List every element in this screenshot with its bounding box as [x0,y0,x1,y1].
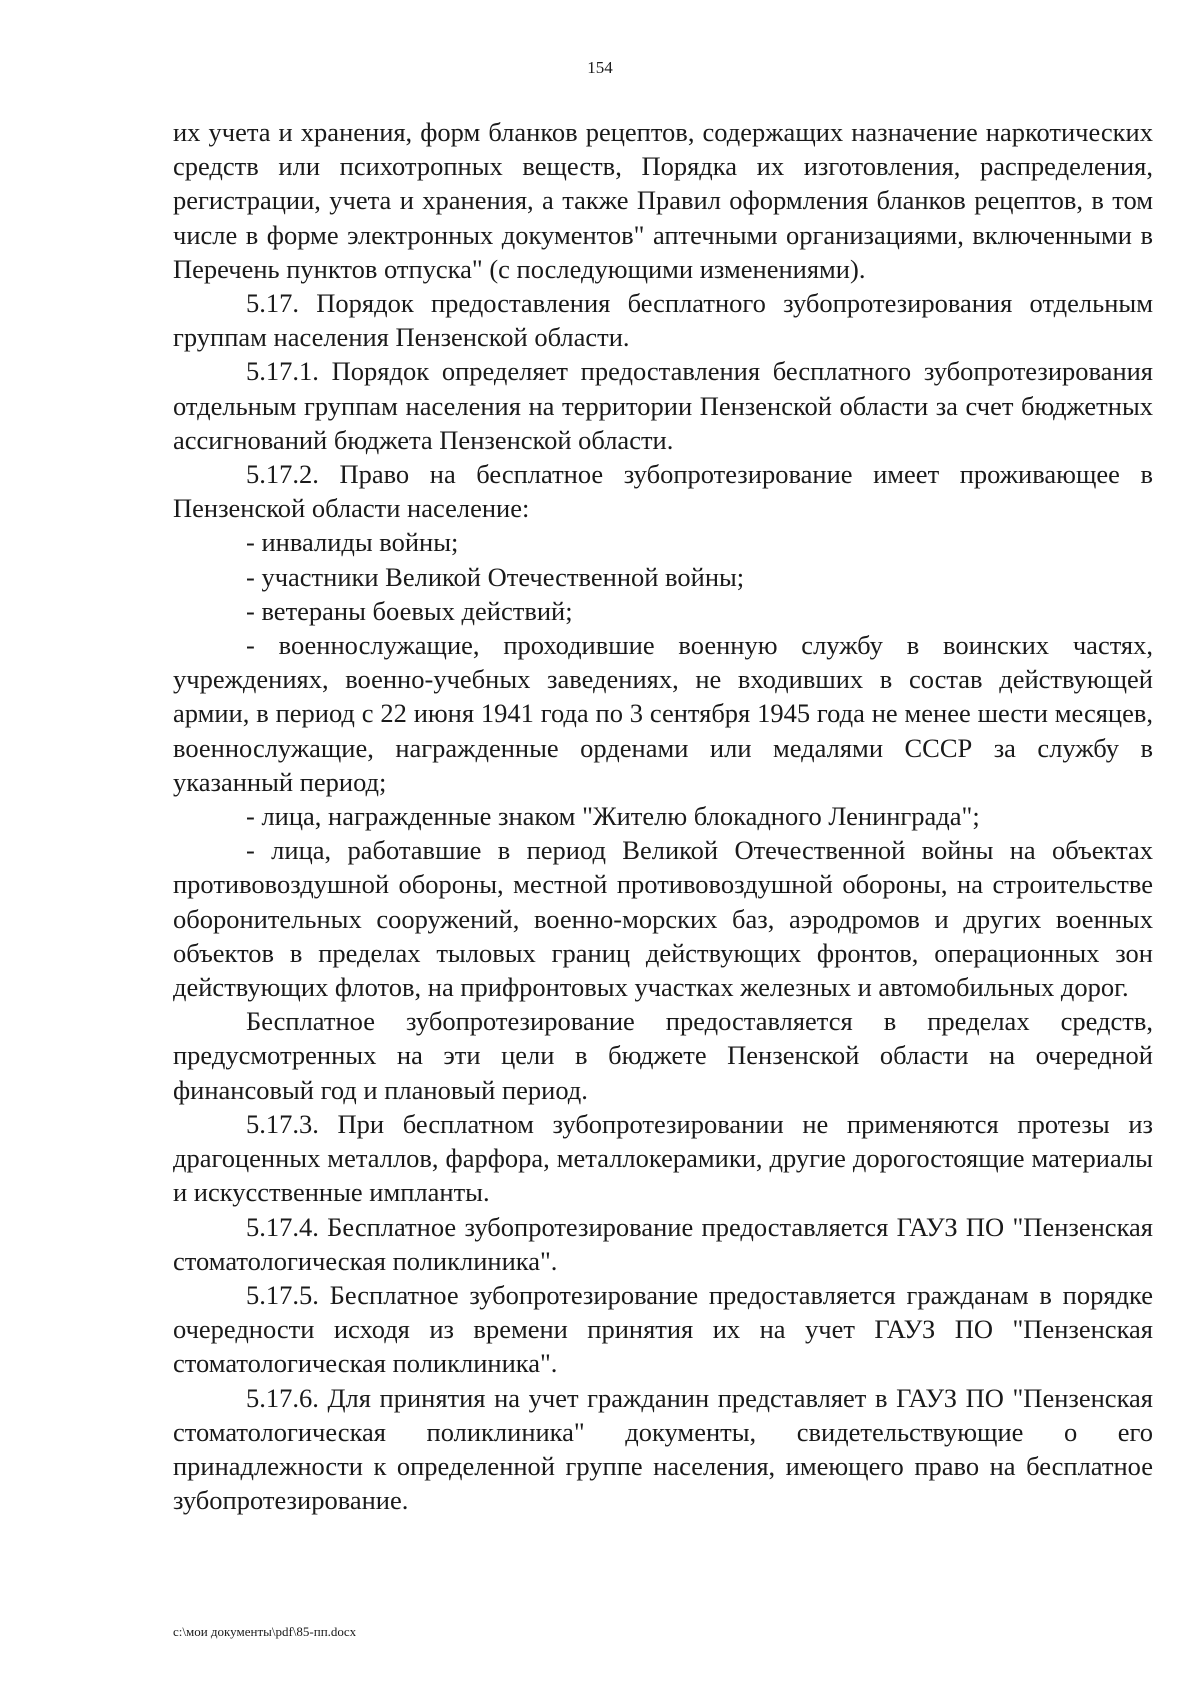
document-body [173,115,1153,1517]
paragraph-5-17-3: 5.17.3. При бесплатном зубопротезировании не применяются протезы из драгоценных металлов, фарфора, металлокерамики, другие дорогостоящие материалы и искусственные импланты. [173,1108,1153,1208]
paragraph: их учета и хранения, форм бланков рецептов, содержащих назначение наркотических средств или психотропных веществ, Порядка их изготовления, распределения, регистрации, учета и хранения, а также Правил оформления бланков рецептов, в том числе в форме электронных документов" аптечными организациями, включенными в Перечень пунктов отпуска" (с последующими изменениями). [173,117,1153,284]
page-number: 154 [587,58,613,77]
paragraph-5-17-5: 5.17.5. Бесплатное зубопротезирование предоставляется гражданам в порядке очередности исходя из времени принятия их на учет ГАУЗ ПО "Пензенская стоматологическая поликлиника". [173,1279,1153,1379]
list-item: - военнослужащие, проходившие военную службу в воинских частях, учреждениях, военно-учебных заведениях, не входивших в состав действующей армии, в период с 22 июня 1941 года по 3 сентября 1945 года не менее шести месяцев, военнослужащие, награжденные орденами или медалями СССР за службу в указанный период; [173,630,1153,797]
list-item: - лица, награжденные знаком "Жителю блокадного Ленинграда"; [246,801,980,832]
list-item: - инвалиды войны; [246,527,459,558]
paragraph: Бесплатное зубопротезирование предоставляется в пределах средств, предусмотренных на эти цели в бюджете Пензенской области на очередной финансовый год и плановый период. [173,1006,1153,1105]
section-heading-5-17: 5.17. Порядок предоставления бесплатного зубопротезирования отдельным группам населения Пензенской области. [173,288,1153,353]
list-item: - лица, работавшие в период Великой Отечественной войны на объектах противовоздушной обороны, местной противовоздушной обороны, на строительстве оборонительных сооружений, военно-морских баз, аэродромов и других военных объектов в пределах тыловых границ действующих фронтов, операционных зон действующих флотов, на прифронтовых участках железных и автомобильных дорог. [173,835,1153,1003]
paragraph-5-17-1: 5.17.1. Порядок определяет предоставления бесплатного зубопротезирования отдельным группам населения на территории Пензенской области за счет бюджетных ассигнований бюджета Пензенской области. [173,356,1153,455]
paragraph-5-17-2: 5.17.2. Право на бесплатное зубопротезирование имеет проживающее в Пензенской области население: [173,459,1153,524]
paragraph-5-17-6: 5.17.6. Для принятия на учет гражданин представляет в ГАУЗ ПО "Пензенская стоматологическая поликлиника" документы, свидетельствующие о его принадлежности к определенной группе населения, имеющего право на бесплатное зубопротезирование. [173,1382,1153,1516]
footer-file-path: c:\мои документы\pdf\85-пп.docx [173,1624,357,1639]
paragraph-5-17-4: 5.17.4. Бесплатное зубопротезирование предоставляется ГАУЗ ПО "Пензенская стоматологическая поликлиника". [173,1211,1153,1276]
list-item: - участники Великой Отечественной войны; [246,561,745,592]
list-item: - ветераны боевых действий; [246,595,573,626]
